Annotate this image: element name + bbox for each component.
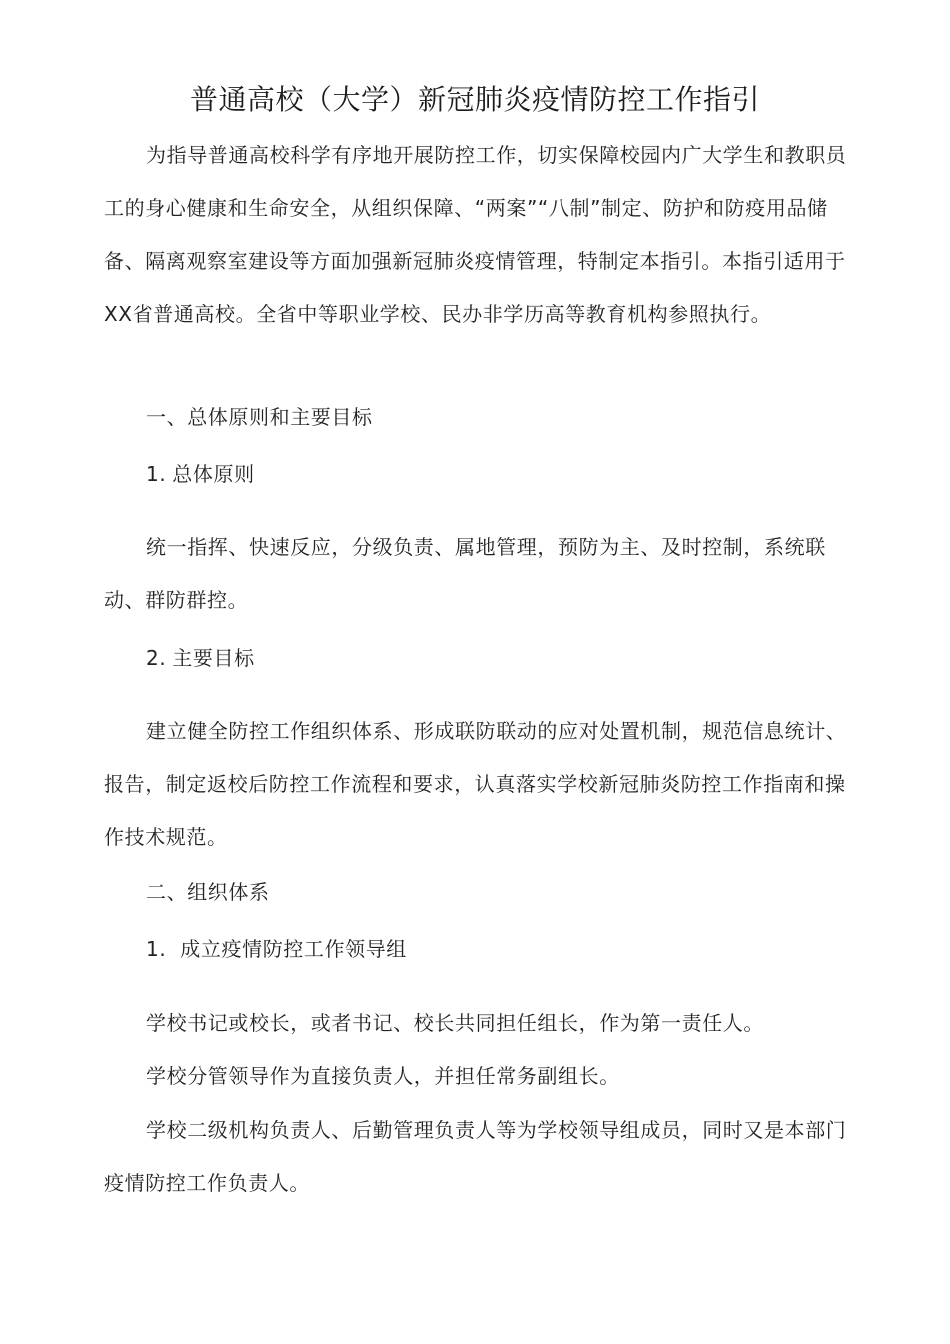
section2-sub1-line3: 学校二级机构负责人、后勤管理负责人等为学校领导组成员，同时又是本部门疫情防控工作负责人。 xyxy=(104,1118,847,1195)
section1-sub1-text: 统一指挥、快速反应，分级负责、属地管理，预防为主、及时控制，系统联动、群防群控。 xyxy=(104,535,826,612)
section2-sub1-title: 成立疫情防控工作领导组 xyxy=(180,937,407,961)
section1-heading: 一、总体原则和主要目标 xyxy=(146,405,373,429)
section1-sub2-number: 2. xyxy=(146,646,167,670)
section1-sub1-heading xyxy=(146,459,255,489)
section1-sub1-number: 1. xyxy=(146,462,167,486)
section2-sub1-line1: 学校书记或校长，或者书记、校长共同担任组长，作为第一责任人。 xyxy=(146,1011,764,1035)
section2-sub1-line2: 学校分管领导作为直接负责人，并担任常务副组长。 xyxy=(146,1064,620,1088)
section1-sub2-text: 建立健全防控工作组织体系、形成联防联动的应对处置机制，规范信息统计、报告，制定返校后防控工作流程和要求，认真落实学校新冠肺炎防控工作指南和操作技术规范。 xyxy=(104,719,847,849)
document-title: 普通高校（大学）新冠肺炎疫情防控工作指引 xyxy=(189,83,760,116)
intro-paragraph: 为指导普通高校科学有序地开展防控工作，切实保障校园内广大学生和教职员工的身心健康和生命安全，从组织保障、“两案”“八制”制定、防护和防疫用品储备、隔离观察室建设等方面加强新冠肺炎疫情管理，特制定本指引。本指引适用于XX省普通高校。全省中等职业学校、民办非学历高等教育机构参照执行。 xyxy=(104,143,847,326)
section2-heading: 二、组织体系 xyxy=(146,880,270,904)
section1-sub1-title: 总体原则 xyxy=(172,462,255,486)
section2-sub1-heading xyxy=(146,934,407,964)
section1-sub2-heading xyxy=(146,643,255,673)
section2-sub1-number: 1. xyxy=(146,937,167,961)
section1-sub2-title: 主要目标 xyxy=(172,646,255,670)
